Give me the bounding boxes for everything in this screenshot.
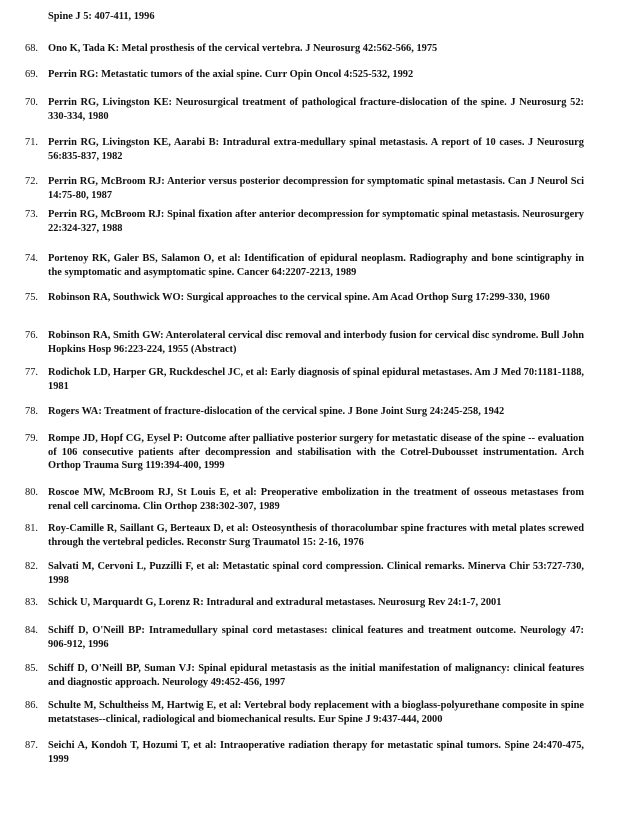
reference-text: Robinson RA, Southwick WO: Surgical approaches to the cervical spine. Am Acad Orthop Surg 17:299-330, 1960 [48, 292, 550, 303]
reference-text: Salvati M, Cervoni L, Puzzilli F, et al: Metastatic spinal cord compression. Clinical remarks. Minerva Chir 53:727-730, 1998 [48, 561, 584, 586]
reference-number: 87. [25, 740, 38, 751]
reference-number: 79. [25, 433, 38, 444]
reference-text: Perrin RG: Metastatic tumors of the axial spine. Curr Opin Oncol 4:525-532, 1992 [48, 69, 414, 80]
reference-number: 78. [25, 406, 38, 417]
reference-number: 69. [25, 69, 38, 80]
reference-number: 83. [25, 597, 38, 608]
reference-text: Portenoy RK, Galer BS, Salamon O, et al: Identification of epidural neoplasm. Radiography and bone scintigraphy in the symptomatic and asymptomatic spine. Cancer 64:2207-2213, 1989 [48, 253, 584, 278]
reference-number: 82. [25, 561, 38, 572]
reference-text: Robinson RA, Smith GW: Anterolateral cervical disc removal and interbody fusion for cervical disc syndrome. Bull John Hopkins Hosp 96:223-224, 1955 (Abstract) [48, 330, 584, 355]
reference-text: Roy-Camille R, Saillant G, Berteaux D, et al: Osteosynthesis of thoracolumbar spine fractures with metal plates screwed through the vertebral pedicles. Reconstr Surg Traumatol 15: 2-16, 1976 [48, 523, 584, 548]
reference-number: 76. [25, 330, 38, 341]
reference-text: Perrin RG, Livingston KE: Neurosurgical treatment of pathological fracture-dislocation of the spine. J Neurosurg 52: 330-334, 1980 [48, 97, 584, 122]
reference-number: 74. [25, 253, 38, 264]
reference-number: 85. [25, 663, 38, 674]
reference-text: Schiff D, O'Neill BP, Suman VJ: Spinal epidural metastasis as the initial manifestation of malignancy: clinical features and diagnostic approach. Neurology 49:452-456, 1997 [48, 663, 584, 688]
reference-text: Schiff D, O'Neill BP: Intramedullary spinal cord metastases: clinical features and treatment outcome. Neurology 47: 906-912, 1996 [48, 625, 584, 650]
reference-number: 84. [25, 625, 38, 636]
reference-number: 75. [25, 292, 38, 303]
reference-text: Schulte M, Schultheiss M, Hartwig E, et al: Vertebral body replacement with a bioglass-polyurethane composite in spine metatstases--clinical, radiological and biomechanical results. Eur Spine J 9:437-444, 2000 [48, 700, 584, 725]
reference-text: Perrin RG, McBroom RJ: Spinal fixation after anterior decompression for symptomatic spinal metastasis. Neurosurgery 22:324-327, 1988 [48, 209, 584, 234]
reference-number: 71. [25, 137, 38, 148]
reference-number: 80. [25, 487, 38, 498]
reference-text: Rodichok LD, Harper GR, Ruckdeschel JC, et al: Early diagnosis of spinal epidural metastases. Am J Med 70:1181-1188, 1981 [48, 367, 584, 392]
reference-text: Seichi A, Kondoh T, Hozumi T, et al: Intraoperative radiation therapy for metastatic spinal tumors. Spine 24:470-475, 1999 [48, 740, 584, 765]
reference-number: 70. [25, 97, 38, 108]
reference-number: 81. [25, 523, 38, 534]
reference-text: Rogers WA: Treatment of fracture-dislocation of the cervical spine. J Bone Joint Surg 24:245-258, 1942 [48, 406, 505, 417]
continued-reference-tail: Spine J 5: 407-411, 1996 [48, 11, 155, 22]
reference-number: 73. [25, 209, 38, 220]
reference-text: Perrin RG, Livingston KE, Aarabi B: Intradural extra-medullary spinal metastasis. A report of 10 cases. J Neurosurg 56:835-837, 1982 [48, 137, 584, 162]
reference-number: 86. [25, 700, 38, 711]
reference-text: Roscoe MW, McBroom RJ, St Louis E, et al: Preoperative embolization in the treatment of osseous metastases from renal cell carcinoma. Clin Orthop 238:302-307, 1989 [48, 487, 584, 512]
reference-number: 77. [25, 367, 38, 378]
reference-text: Ono K, Tada K: Metal prosthesis of the cervical vertebra. J Neurosurg 42:562-566, 1975 [48, 43, 438, 54]
reference-number: 68. [25, 43, 38, 54]
reference-number: 72. [25, 176, 38, 187]
reference-text: Schick U, Marquardt G, Lorenz R: Intradural and extradural metastases. Neurosurg Rev 24:1-7, 2001 [48, 597, 502, 608]
reference-text: Rompe JD, Hopf CG, Eysel P: Outcome after palliative posterior surgery for metastatic disease of the spine -- evaluation of 106 consecutive patients after decompression and stabilisation with the Cotrel-Dubousset instrumentation. Arch Orthop Trauma Surg 119:394-400, 1999 [48, 433, 584, 471]
reference-text: Perrin RG, McBroom RJ: Anterior versus posterior decompression for symptomatic spinal metastasis. Can J Neurol Sci 14:75-80, 1987 [48, 176, 584, 201]
